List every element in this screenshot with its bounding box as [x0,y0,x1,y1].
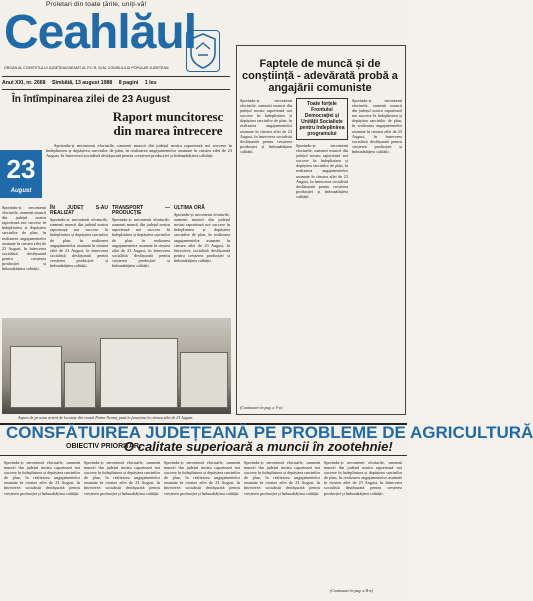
sidebar-column-3 [352,98,402,398]
column-left [2,205,46,315]
bottom-continuation: (Continuare în pag. a II-a) [330,588,373,593]
column-2-text: Sporindu-și necontenit eforturile, oamenii muncii din județul nostru raportează noi succese în îndeplinirea și depășirea sarcinilor de plan, în realizarea angajamentelor asumate în cinstea zilei de 23 August, în întrecerea socialistă desfășurată pentru creșterea producției și îmbunătățirea calității. [50,217,108,269]
date-box-word: August [10,188,32,194]
publisher-line: ORGAN AL COMITETULUI JUDEȚEAN NEAMȚ AL P.C.R. ȘI AL CONSILIULUI POPULAR JUDEȚEAN [4,66,169,70]
bottom-column-2 [84,460,160,596]
column-4-subhead: ULTIMA ORĂ [174,205,205,211]
sidebar-continuation: (Continuare în pag. a V-a) [240,405,283,410]
column-3-subhead: TRANSPORT — PRODUCȚIE [112,205,170,217]
sidebar-column-1 [240,98,292,398]
column-4-text: Sporindu-și necontenit eforturile, oamenii muncii din județul nostru raportează noi succese în îndeplinirea și depășirea sarcinilor de plan, în realizarea angajamentelor asumate în cinstea zilei de 23 August, în întrecerea socialistă desfășurată pentru creșterea producției și îmbunătățirea calității. [174,212,230,263]
sidebar-column-1-text: Sporindu-și necontenit eforturile, oamenii muncii din județul nostru raportează noi succese în îndeplinirea și depășirea sarcinilor de plan, în realizarea angajamentelor asumate în cinstea zilei de 23 August, în întrecerea socialistă desfășurată pentru creșterea producției și îmbunătățirea calității. [240,98,292,154]
bottom-headline: CONSFĂTUIREA JUDEȚEANĂ PE PROBLEME DE AGRICULTURĂ [6,423,533,442]
issue-number: Anul XXI, nr. 2668 [2,80,46,86]
bottom-article [0,455,407,601]
column-4 [174,205,230,315]
column-3 [112,205,170,315]
bottom-column-3-text: Sporindu-și necontenit eforturile, oamenii muncii din județul nostru raportează noi succese în îndeplinirea și depășirea sarcinilor de plan, în realizarea angajamentelor asumate în cinstea zilei de 23 August, în întrecerea socialistă desfășurată pentru creșterea producției și îmbunătățirea calității. [164,460,240,496]
bottom-column-4 [244,460,320,596]
bottom-column-4-text: Sporindu-și necontenit eforturile, oamenii muncii din județul nostru raportează noi succese în îndeplinirea și depășirea sarcinilor de plan, în realizarea angajamentelor asumate în cinstea zilei de 23 August, în întrecerea socialistă desfășurată pentru creșterea producției și îmbunătățirea calității. [244,460,320,496]
issue-info-bar [2,76,230,90]
photo-building-left [10,346,62,408]
sidebar-column-2 [296,98,348,398]
newspaper-title: Ceahlăul [4,6,197,59]
sidebar-column-3-text: Sporindu-și necontenit eforturile, oamenii muncii din județul nostru raportează noi succese în îndeplinirea și depășirea sarcinilor de plan, în realizarea angajamentelor asumate în cinstea zilei de 23 August, în întrecerea socialistă desfășurată pentru creșterea producției și îmbunătățirea calității. [352,98,402,154]
front-photo-caption: Aspect de pe noua arteră de locuințe din orașul Piatra Neamț, pusă în funcțiune în cinstea zilei de 23 August. [18,415,194,420]
column-3-text: Sporindu-și necontenit eforturile, oamenii muncii din județul nostru raportează noi succese în îndeplinirea și depășirea sarcinilor de plan, în realizarea angajamentelor asumate în cinstea zilei de 23 August, în întrecerea socialistă desfășurată pentru creșterea producției și îmbunătățirea calității. [112,217,170,269]
photo-building-right [180,352,228,408]
page-count: 8 pagini [118,80,139,86]
photo-building-main [100,338,178,408]
column-left-text: Sporindu-și necontenit eforturile, oamenii muncii din județul nostru raportează noi succese în îndeplinirea și depășirea sarcinilor de plan, în realizarea angajamentelor asumate în cinstea zilei de 23 August, în întrecerea socialistă desfășurată pentru creșterea producției și îmbunătățirea calității. [2,205,46,272]
bottom-column-5-text: Sporindu-și necontenit eforturile, oamenii muncii din județul nostru raportează noi succese în îndeplinirea și depășirea sarcinilor de plan, în realizarea angajamentelor asumate în cinstea zilei de 23 August, în întrecerea socialistă desfășurată pentru creșterea producției și îmbunătățirea calității. [324,460,402,496]
objective-label: OBIECTIV PRIORITAR: [66,443,142,450]
slogan: Proletari din toate țările, uniți-vă! [46,1,147,8]
bottom-column-1 [4,460,80,596]
photo-building-mid [64,362,96,408]
date-box [0,150,42,198]
bottom-column-2-text: Sporindu-și necontenit eforturile, oamenii muncii din județul nostru raportează noi succese în îndeplinirea și depășirea sarcinilor de plan, în realizarea angajamentelor asumate în cinstea zilei de 23 August, în întrecerea socialistă desfășurată pentru creșterea producției și îmbunătățirea calității. [84,460,160,496]
front-photo [2,318,231,414]
bottom-column-1-text: Sporindu-și necontenit eforturile, oamenii muncii din județul nostru raportează noi succese în îndeplinirea și depășirea sarcinilor de plan, în realizarea angajamentelor asumate în cinstea zilei de 23 August, în întrecerea socialistă desfășurată pentru creșterea producției și îmbunătățirea calității. [4,460,80,496]
bottom-column-3 [164,460,240,596]
issue-date: Sîmbătă, 13 august 1988 [52,80,113,86]
bottom-column-5 [324,460,402,586]
column-2-subhead: ÎN JUDEȚ S-AU REALIZAT [50,205,108,217]
date-box-number: 23 [6,154,36,184]
front-headline: Raport muncitoresc din marea întrecere [112,109,224,138]
sidebar-column-2-text: Sporindu-și necontenit eforturile, oamenii muncii din județul nostru raportează noi succese în îndeplinirea și depășirea sarcinilor de plan, în realizarea angajamentelor asumate în cinstea zilei de 23 August, în întrecerea socialistă desfășurată pentru creșterea producției și îmbunătățirea calității. [296,143,348,199]
objective-title: O calitate superioară a muncii în zootehnie! [124,439,393,454]
masthead [0,0,232,93]
sidebar-article-title: Faptele de muncă și de conștiință - adevărată probă a angajării comuniste [242,58,398,94]
lead-paragraph: Sporindu-și necontenit eforturile, oamenii muncii din județul nostru raportează noi succese în îndeplinirea și depășirea sarcinilor de plan, în realizarea angajamentelor asumate în cinstea zilei de 23 August, în întrecerea socialistă desfășurată pentru creșterea producției și îmbunătățirea calității. [46,143,232,159]
column-2 [50,205,108,315]
price: 1 leu [144,80,157,86]
front-kicker: În întîmpinarea zilei de 23 August [12,94,170,105]
sidebar-box-title: Toate forțele Frontului Democrației și Unității Socialiste pentru îndeplinirea programului [296,98,348,140]
